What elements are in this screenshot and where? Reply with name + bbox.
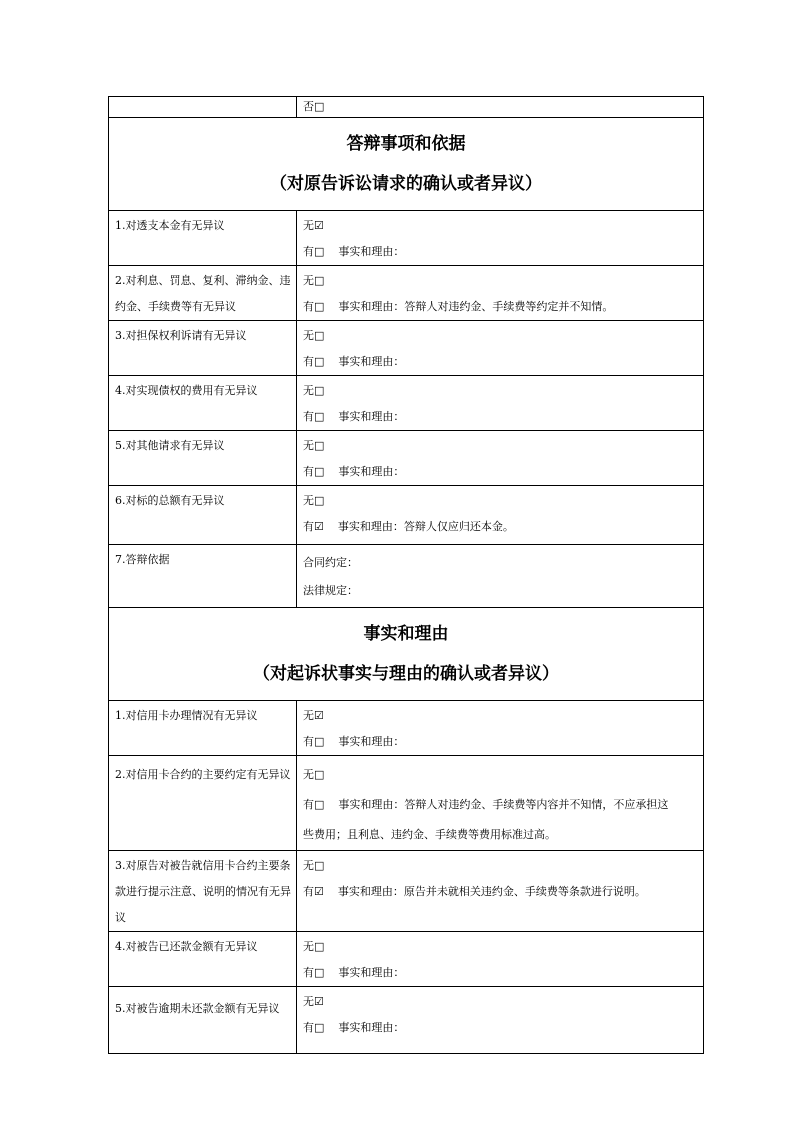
law-basis-field[interactable]: 法律规定：	[303, 584, 358, 597]
section1-title: 答辩事项和依据	[346, 134, 466, 154]
checkbox-yes[interactable]: 有□	[303, 798, 325, 811]
table-row	[109, 987, 704, 1054]
empty-cell	[109, 97, 297, 118]
row-label: 2.对信用卡合约的主要约定有无异议	[109, 756, 297, 851]
table-row	[109, 932, 704, 987]
checkbox-no[interactable]: 否□	[297, 97, 704, 118]
table-row	[109, 376, 704, 431]
row-label: 1.对信用卡办理情况有无异议	[109, 701, 297, 756]
checkbox-no[interactable]: 无☑	[303, 995, 324, 1008]
row-label: 6.对标的总额有无异议	[109, 486, 297, 545]
checkbox-yes[interactable]: 有□	[303, 465, 325, 478]
reason-text: 事实和理由：	[338, 410, 405, 423]
row-options	[297, 211, 704, 266]
checkbox-yes[interactable]: 有□	[303, 966, 325, 979]
section2-title: 事实和理由	[363, 624, 449, 644]
checkbox-yes[interactable]: 有☑	[303, 520, 324, 533]
form-sheet	[108, 96, 704, 1054]
row-options	[297, 545, 704, 608]
contract-basis-field[interactable]: 合同约定：	[303, 556, 358, 569]
reason-text: 事实和理由：	[338, 735, 405, 748]
reason-text: 事实和理由：原告并未就相关违约金、手续费等条款进行说明。	[337, 885, 646, 898]
row-options	[297, 756, 704, 851]
reason-text: 事实和理由：答辩人对违约金、手续费等约定并不知情。	[338, 300, 614, 313]
row-label: 7.答辩依据	[109, 545, 297, 608]
row-label: 3.对原告对被告就信用卡合约主要条款进行提示注意、说明的情况有无异议	[109, 851, 297, 932]
row-options	[297, 932, 704, 987]
row-label: 3.对担保权利诉请有无异议	[109, 321, 297, 376]
reason-text: 事实和理由：	[338, 966, 405, 979]
checkbox-yes[interactable]: 有□	[303, 300, 325, 313]
checkbox-no[interactable]: 无□	[303, 384, 325, 397]
table-row	[109, 486, 704, 545]
checkbox-no[interactable]: 无□	[303, 768, 325, 781]
row-label: 2.对利息、罚息、复利、滞纳金、违约金、手续费等有无异议	[109, 266, 297, 321]
row-options	[297, 376, 704, 431]
checkbox-yes[interactable]: 有□	[303, 735, 325, 748]
row-options	[297, 431, 704, 486]
section-header	[109, 608, 704, 701]
row-options	[297, 486, 704, 545]
checkbox-yes[interactable]: 有□	[303, 1021, 325, 1034]
row-options	[297, 701, 704, 756]
reason-text: 事实和理由：答辩人仅应归还本金。	[337, 520, 514, 533]
table-row	[109, 701, 704, 756]
row-options	[297, 321, 704, 376]
checkbox-no[interactable]: 无□	[303, 940, 325, 953]
reason-text: 事实和理由：答辩人对违约金、手续费等内容并不知情，不应承担这	[338, 798, 669, 811]
reason-text: 事实和理由：	[338, 245, 405, 258]
checkbox-no[interactable]: 无□	[303, 274, 325, 287]
section1-header-cell	[109, 118, 704, 211]
table-row	[109, 545, 704, 608]
reason-text: 事实和理由：	[338, 465, 405, 478]
row-options	[297, 987, 704, 1054]
table-row	[109, 431, 704, 486]
checkbox-yes[interactable]: 有□	[303, 245, 325, 258]
row-options	[297, 851, 704, 932]
checkbox-no[interactable]: 无☑	[303, 219, 324, 232]
table-row	[109, 97, 704, 118]
section2-header-cell	[109, 608, 704, 701]
checkbox-yes[interactable]: 有□	[303, 355, 325, 368]
row-label: 1.对透支本金有无异议	[109, 211, 297, 266]
checkbox-yes[interactable]: 有□	[303, 410, 325, 423]
reason-text: 事实和理由：	[338, 355, 405, 368]
table-row	[109, 851, 704, 932]
row-label: 4.对实现债权的费用有无异议	[109, 376, 297, 431]
table-row	[109, 266, 704, 321]
row-label: 4.对被告已还款金额有无异议	[109, 932, 297, 987]
checkbox-yes[interactable]: 有☑	[303, 885, 324, 898]
section2-subtitle: （对起诉状事实与理由的确认或者异议）	[253, 664, 559, 684]
table-row	[109, 321, 704, 376]
checkbox-no[interactable]: 无□	[303, 439, 325, 452]
reason-text-continued: 些费用；且利息、违约金、手续费等费用标准过高。	[303, 828, 556, 841]
table-row	[109, 756, 704, 851]
checkbox-no[interactable]: 无□	[303, 329, 325, 342]
row-label: 5.对其他请求有无异议	[109, 431, 297, 486]
row-label: 5.对被告逾期未还款金额有无异议	[109, 987, 297, 1054]
table-row	[109, 211, 704, 266]
checkbox-no[interactable]: 无☑	[303, 709, 324, 722]
checkbox-no[interactable]: 无□	[303, 859, 325, 872]
section1-subtitle: （对原告诉讼请求的确认或者异议）	[270, 174, 542, 194]
section-header	[109, 118, 704, 211]
checkbox-no[interactable]: 无□	[303, 494, 325, 507]
row-options	[297, 266, 704, 321]
response-form-table	[108, 96, 704, 1054]
reason-text: 事实和理由：	[338, 1021, 405, 1034]
